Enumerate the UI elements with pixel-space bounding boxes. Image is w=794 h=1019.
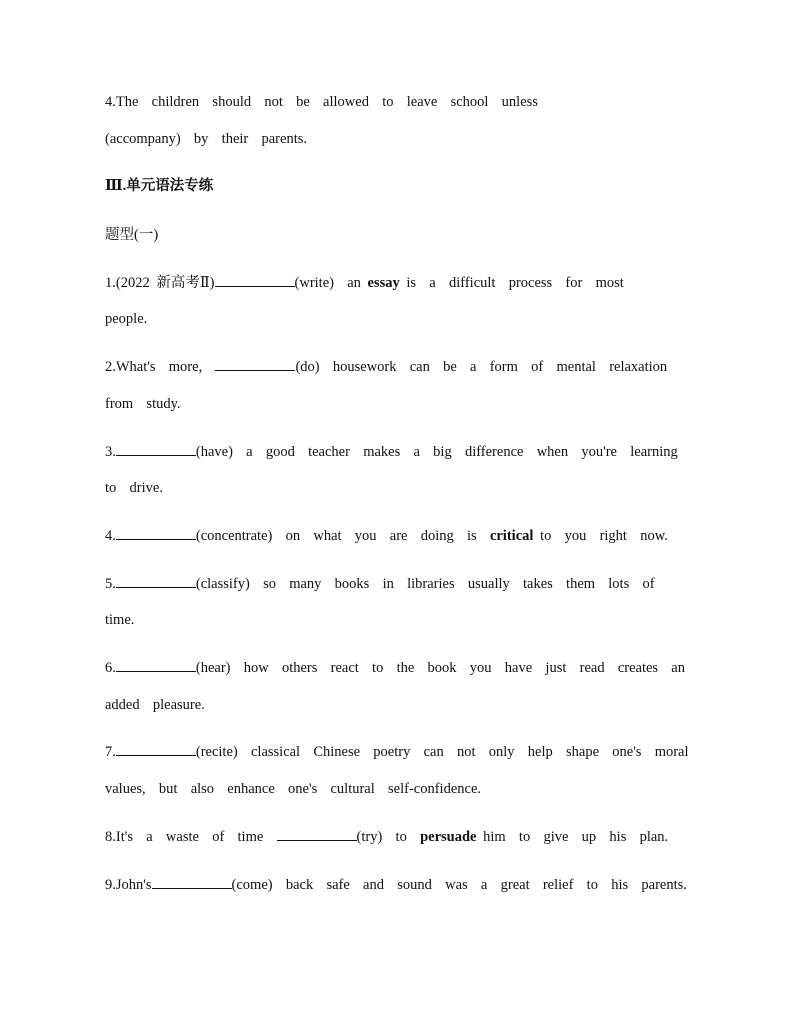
question-5-line-2 <box>105 610 134 630</box>
question-4-text: 4.The children should not be allowed to leave school unless <box>105 94 538 110</box>
question-9 <box>105 875 687 895</box>
question-2-prefix: 2.What's more, <box>105 359 216 375</box>
question-1-source: 1.(2022 新高考Ⅱ) <box>105 275 215 291</box>
question-6-end: (hear) how others react to the book you have just read creates an <box>195 660 685 676</box>
question-7-continuation: values, but also enhance one's cultural self-confidence. <box>105 781 482 797</box>
answer-blank-9[interactable] <box>152 875 232 889</box>
question-1-keyword: essay <box>367 275 400 291</box>
question-8-prefix: 8.It's a waste of time <box>105 829 277 845</box>
question-4b-end: to you right now. <box>533 528 668 544</box>
question-8-end: him to give up his plan. <box>476 829 669 845</box>
question-3-prefix: 3. <box>105 444 116 460</box>
question-7-line-2 <box>105 779 481 799</box>
question-2-end: (do) housework can be a form of mental relaxation <box>295 359 668 375</box>
type-title: 题型(一) <box>105 227 159 243</box>
question-7-end: (recite) classical Chinese poetry can not only help shape one's moral <box>195 744 689 760</box>
answer-blank-2[interactable] <box>215 357 295 371</box>
question-5-line-1 <box>105 574 655 594</box>
section-heading <box>105 176 213 196</box>
question-1-line-1 <box>105 273 624 293</box>
question-4b-keyword: critical <box>489 528 534 544</box>
question-6-continuation: added pleasure. <box>105 697 205 713</box>
question-4-exercise <box>105 526 668 546</box>
question-5-continuation: time. <box>105 612 135 628</box>
question-6-prefix: 6. <box>105 660 116 676</box>
question-3-continuation: to drive. <box>105 480 163 496</box>
question-3-line-2 <box>105 478 163 498</box>
question-1-end: is a difficult process for most <box>399 275 624 291</box>
question-1-line-2 <box>105 309 147 329</box>
answer-blank-8[interactable] <box>277 827 357 841</box>
exercise-type-label <box>105 225 158 245</box>
section-title: Ⅲ.单元语法专练 <box>105 178 214 194</box>
answer-blank-3[interactable] <box>116 442 196 456</box>
question-6-line-2 <box>105 695 205 715</box>
answer-blank-1[interactable] <box>215 273 295 287</box>
question-4-line-2 <box>105 129 307 149</box>
question-9-end: (come) back safe and sound was a great relief to his parents. <box>231 877 687 893</box>
answer-blank-7[interactable] <box>116 742 196 756</box>
answer-blank-5[interactable] <box>116 574 196 588</box>
question-1-continuation: people. <box>105 311 148 327</box>
question-5-end: (classify) so many books in libraries usually takes them lots of <box>195 576 655 592</box>
question-3-line-1 <box>105 442 678 462</box>
question-4b-prefix: 4. <box>105 528 116 544</box>
question-8 <box>105 827 668 847</box>
question-1-mid: (write) an <box>294 275 368 291</box>
question-4b-mid: (concentrate) on what you are doing is <box>195 528 490 544</box>
question-8-mid: (try) to <box>356 829 421 845</box>
question-7-line-1 <box>105 742 689 762</box>
question-8-keyword: persuade <box>420 829 477 845</box>
answer-blank-4[interactable] <box>116 526 196 540</box>
question-5-prefix: 5. <box>105 576 116 592</box>
question-7-prefix: 7. <box>105 744 116 760</box>
question-6-line-1 <box>105 658 685 678</box>
question-9-prefix: 9.John's <box>105 877 152 893</box>
question-3-end: (have) a good teacher makes a big difference when you're learning <box>195 444 678 460</box>
question-2-continuation: from study. <box>105 396 181 412</box>
question-2-line-1 <box>105 357 667 377</box>
question-4-continuation: (accompany) by their parents. <box>105 131 307 147</box>
answer-blank-6[interactable] <box>116 658 196 672</box>
question-4-line-1 <box>105 92 538 112</box>
question-2-line-2 <box>105 394 181 414</box>
